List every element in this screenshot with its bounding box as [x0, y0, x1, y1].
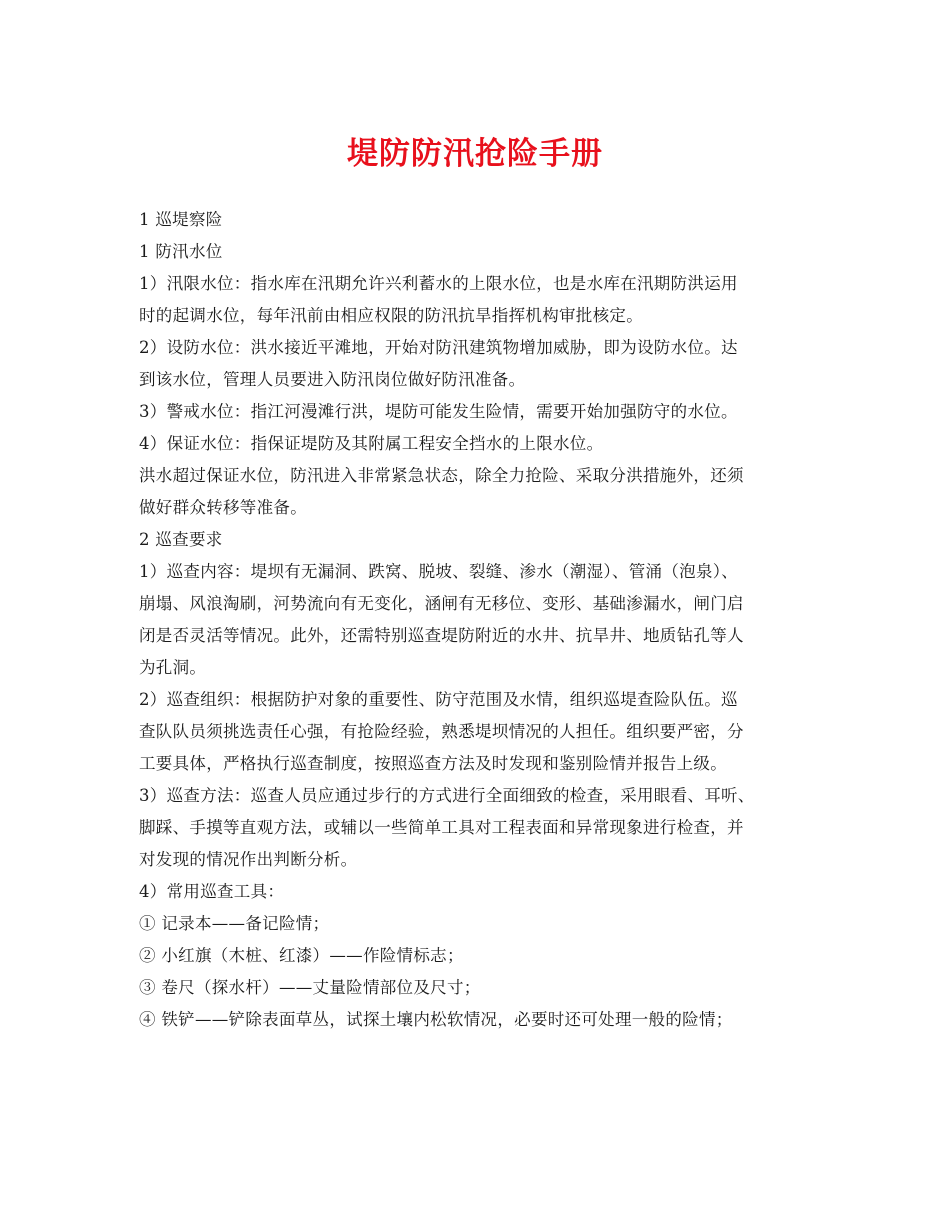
paragraph-line: 2）设防水位：洪水接近平滩地，开始对防汛建筑物增加威胁，即为设防水位。达 [139, 338, 738, 357]
paragraph-line: 对发现的情况作出判断分析。 [139, 850, 358, 869]
paragraph-line: 为孔洞。 [139, 658, 207, 677]
list-item: ① 记录本——备记险情； [139, 914, 330, 933]
paragraph-line: 工要具体，严格执行巡查制度，按照巡查方法及时发现和鉴别险情并报告上级。 [139, 754, 727, 773]
paragraph-line: 1）巡查内容：堤坝有无漏洞、跌窝、脱坡、裂缝、渗水（潮湿）、管涌（泡泉）、 [139, 562, 739, 581]
paragraph-line: 1）汛限水位：指水库在汛期允许兴利蓄水的上限水位，也是水库在汛期防洪运用 [139, 274, 738, 293]
paragraph-line: 3）巡查方法：巡查人员应通过步行的方式进行全面细致的检查，采用眼看、耳听、 [139, 786, 755, 805]
paragraph-line: 3）警戒水位：指江河漫滩行洪，堤防可能发生险情，需要开始加强防守的水位。 [139, 402, 738, 421]
paragraph-line: 到该水位，管理人员要进入防汛岗位做好防汛准备。 [139, 370, 526, 389]
list-item: ② 小红旗（木桩、红漆）——作险情标志； [139, 946, 464, 965]
paragraph-line: 闭是否灵活等情况。此外，还需特别巡查堤防附近的水井、抗旱井、地质钻孔等人 [139, 626, 744, 645]
paragraph-line: 查队队员须挑选责任心强，有抢险经验，熟悉堤坝情况的人担任。组织要严密，分 [139, 722, 744, 741]
list-item: ④ 铁铲——铲除表面草丛，试探土壤内松软情况，必要时还可处理一般的险情； [139, 1010, 733, 1029]
paragraph-line: 时的起调水位，每年汛前由相应权限的防汛抗旱指挥机构审批核定。 [139, 306, 643, 325]
section-heading: 1 巡堤察险 [139, 210, 223, 229]
paragraph-line: 4）保证水位：指保证堤防及其附属工程安全挡水的上限水位。 [139, 434, 604, 453]
subsection-heading: 1 防汛水位 [139, 242, 223, 261]
paragraph-line: 崩塌、风浪淘刷，河势流向有无变化，涵闸有无移位、变形、基础渗漏水，闸门启 [139, 594, 744, 613]
document-body [139, 204, 819, 1036]
paragraph-line: 洪水超过保证水位，防汛进入非常紧急状态，除全力抢险、采取分洪措施外，还须 [139, 466, 744, 485]
paragraph-line: 2）巡查组织：根据防护对象的重要性、防守范围及水情，组织巡堤查险队伍。巡 [139, 690, 738, 709]
paragraph-line: 脚踩、手摸等直观方法，或辅以一些简单工具对工程表面和异常现象进行检查，并 [139, 818, 744, 837]
list-item: ③ 卷尺（探水杆）——丈量险情部位及尺寸； [139, 978, 481, 997]
document-title: 堤防防汛抢险手册 [347, 136, 603, 172]
paragraph-line: 4）常用巡查工具： [139, 882, 285, 901]
subsection-heading: 2 巡查要求 [139, 530, 223, 549]
paragraph-line: 做好群众转移等准备。 [139, 498, 307, 517]
